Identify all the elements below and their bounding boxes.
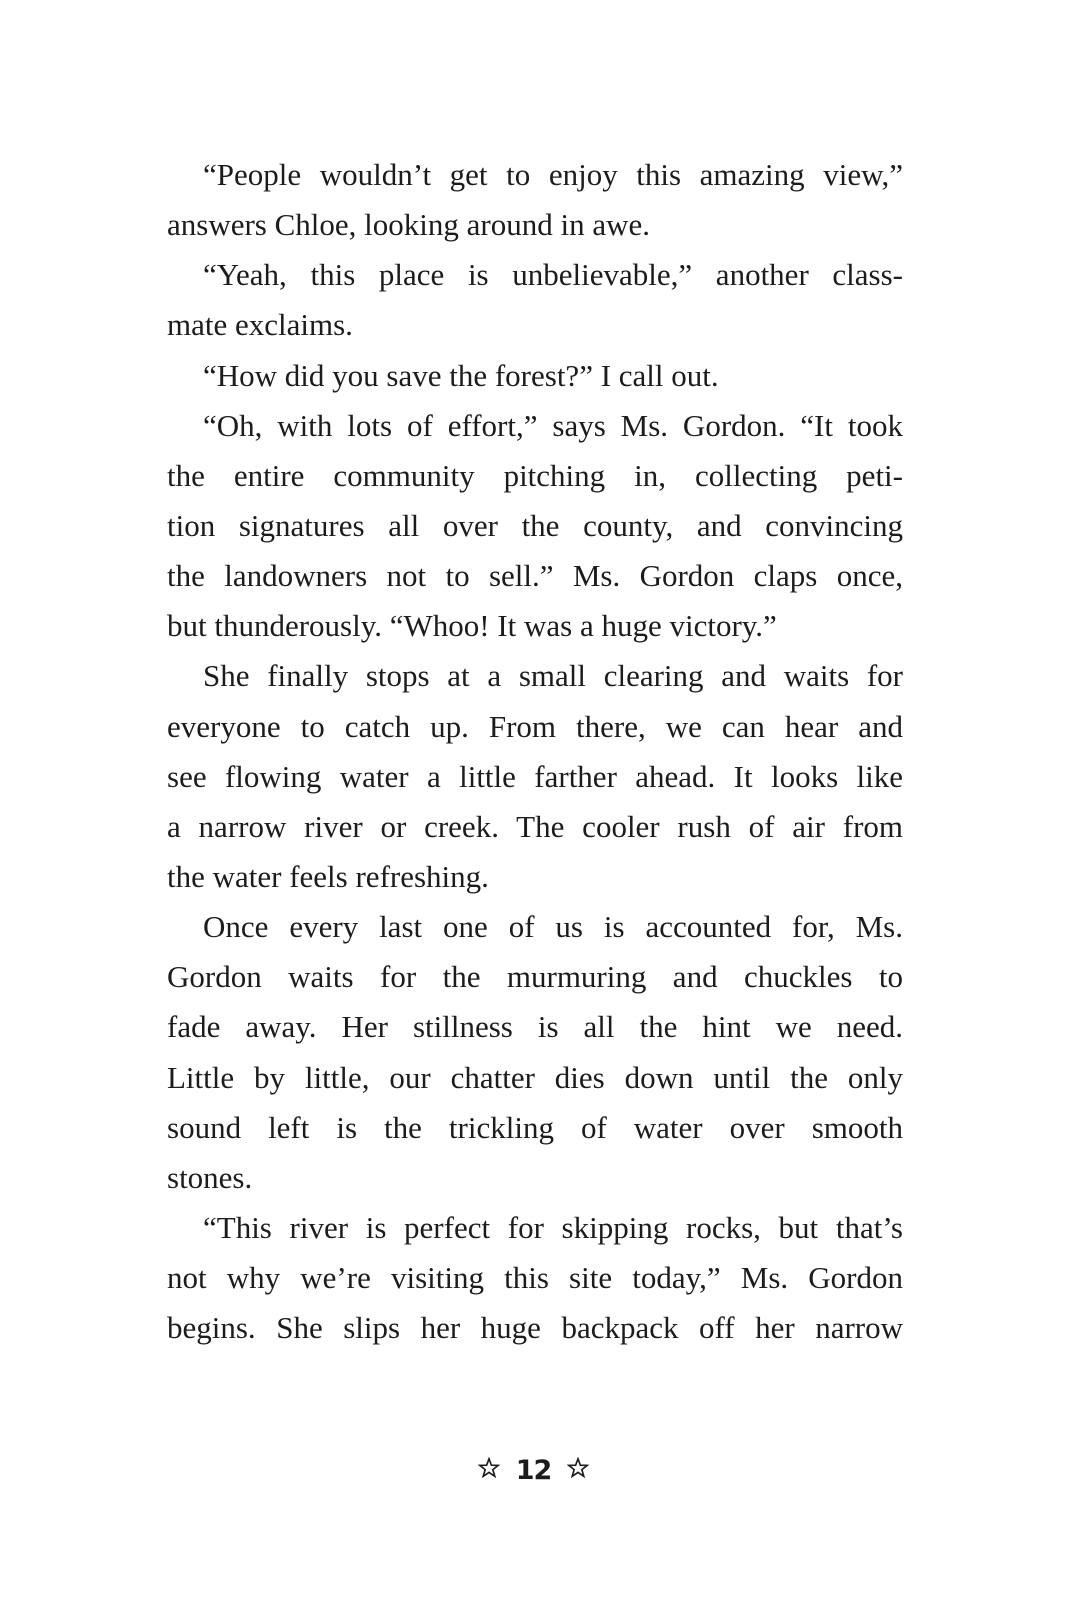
text-line: “Yeah, this place is unbelievable,” another class- (203, 257, 903, 293)
text-line: Once every last one of us is accounted for, Ms. (203, 909, 903, 945)
text-line: “This river is perfect for skipping rocks, but that’s (203, 1209, 903, 1245)
text-line: “People wouldn’t get to enjoy this amazing view,” (203, 157, 903, 192)
text-line: tion signatures all over the county, and convincing (167, 507, 903, 543)
text-line: everyone to catch up. From there, we can hear and (167, 708, 903, 744)
text-line: stones. (167, 1159, 253, 1195)
text-line: Little by little, our chatter dies down until the only (167, 1059, 903, 1095)
text-line: begins. She slips her huge backpack off her narrow (167, 1310, 903, 1346)
text-line: “Oh, with lots of effort,” says Ms. Gordon. “It took (203, 407, 903, 443)
star-outline-icon (478, 1457, 500, 1479)
text-line: see flowing water a little farther ahead. It looks like (167, 758, 903, 794)
text-line: the entire community pitching in, collecting peti- (167, 457, 903, 493)
text-line: the water feels refreshing. (167, 858, 489, 894)
text-line: but thunderously. “Whoo! It was a huge victory.” (167, 608, 777, 644)
page-folio (0, 1452, 1067, 1489)
text-line: sound left is the trickling of water over smooth (167, 1109, 903, 1145)
star-outline-icon (567, 1457, 589, 1479)
body-text (167, 150, 903, 1353)
text-line: “How did you save the forest?” I call out. (203, 357, 719, 393)
text-line: the landowners not to sell.” Ms. Gordon claps once, (167, 558, 903, 594)
text-line: not why we’re visiting this site today,” Ms. Gordon (167, 1260, 903, 1296)
text-line: She finally stops at a small clearing and waits for (203, 658, 903, 694)
text-line: a narrow river or creek. The cooler rush of air from (167, 808, 903, 844)
text-line: mate exclaims. (167, 307, 353, 343)
text-line: fade away. Her stillness is all the hint we need. (167, 1009, 903, 1045)
page-number: 12 (515, 1455, 552, 1486)
text-line: Gordon waits for the murmuring and chuckles to (167, 959, 903, 995)
text-line: answers Chloe, looking around in awe. (167, 207, 650, 243)
